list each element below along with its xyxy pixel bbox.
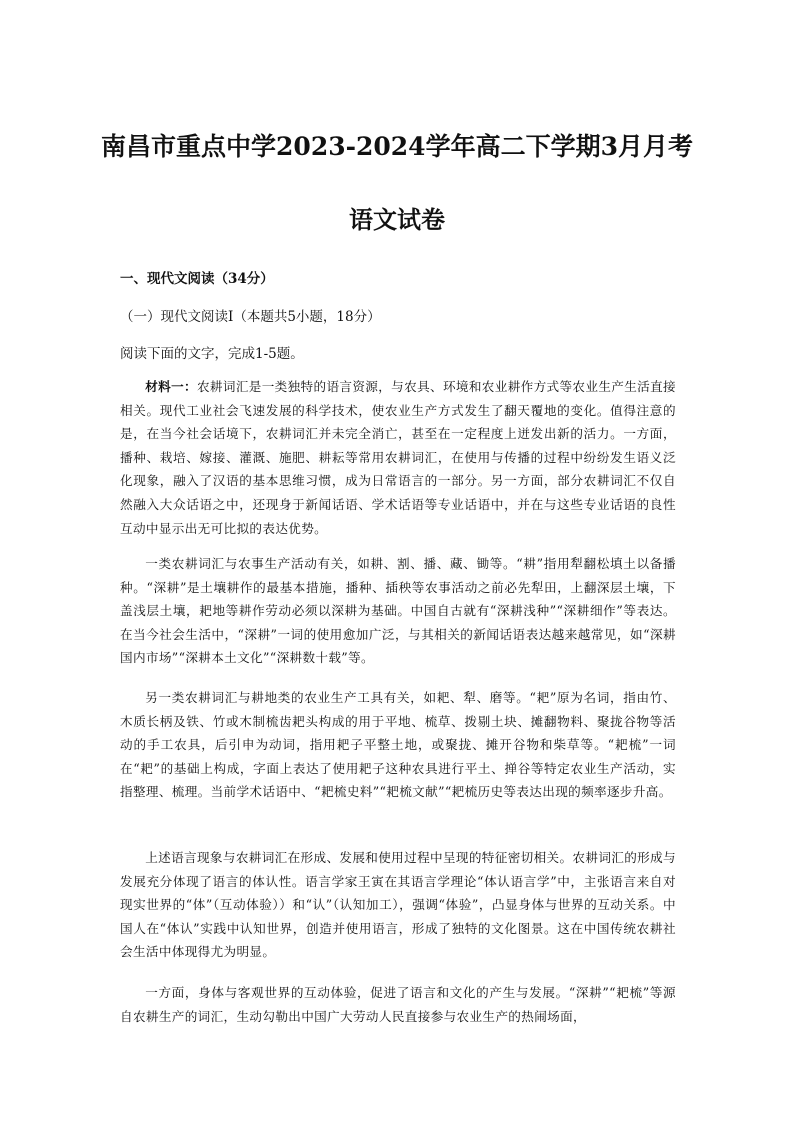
material-label: 材料一： <box>145 379 197 394</box>
passage-paragraph-4: 上述语言现象与农耕词汇在形成、发展和使用过程中呈现的特征密切相关。农耕词汇的形成与发展充分体现了语言的体认性。语言学家王寅在其语言学理论“体认语言学”中，主张语言来自对现实世界的“体”（互动体验））和“认”（认知加工），强调“体验”，凸显身体与世界的互动关系。中国人在“体认”实践中认知世界，创造并使用语言，形成了独特的文化图景。这在中国传统农耕社会生活中体现得尤为明显。 <box>120 850 676 960</box>
document-title: 南昌市重点中学2023-2024学年高二下学期3月月考 <box>101 132 693 161</box>
passage-paragraph-5: 一方面，身体与客观世界的互动体验，促进了语言和文化的产生与发展。“深耕”“耙梳”等源自农耕生产的词汇，生动勾勒出中国广大劳动人民直接参与农业生产的热闹场面， <box>120 985 676 1024</box>
paragraph-text: 农耕词汇是一类独特的语言资源，与农具、环境和农业耕作方式等农业生产生活直接相关。现代工业社会飞速发展的科学技术，使农业生产方式发生了翻天覆地的变化。值得注意的是，在当今社会话境下，农耕词汇并未完全消亡，甚至在一定程度上迸发出新的活力。一方面，播种、栽培、嫁接、灌溉、施肥、耕耘等常用农耕词汇，在使用与传播的过程中纷纷发生语义泛化现象，融入了汉语的基本思维习惯，成为日常语言的一部分。另一方面，部分农耕词汇不仅自然融入大众话语之中，还现身于新闻话语、学术话语等专业话语中，并在与这些专业话语的良性互动中显示出无可比拟的表达优势。 <box>120 379 677 536</box>
passage-paragraph-3: 另一类农耕词汇与耕地类的农业生产工具有关，如耙、犁、磨等。“耙”原为名词，指由竹、木质长柄及铁、竹或木制梳齿耙头构成的用于平地、梳草、拨剔土块、摊翻物料、聚拢谷物等活动的手工农具，后引申为动词，指用耙子平整土地，或聚拢、摊开谷物和柴草等。“耙梳”一词在“耙”的基础上构成，字面上表达了使用耙子这种农具进行平土、掸谷等特定农业生产活动，实指整理、梳理。当前学术话语中、“耙梳史料”“耙梳文献”“耙梳历史等表达出现的频率逐步升高。 <box>120 690 676 800</box>
document-subtitle: 语文试卷 <box>349 205 445 234</box>
passage-paragraph-1 <box>120 375 676 540</box>
section-heading: 一、现代文阅读（34分） <box>120 271 274 287</box>
passage-paragraph-2: 一类农耕词汇与农事生产活动有关，如耕、割、播、藏、锄等。“耕”指用犁翻松填土以备播种。“深耕”是土壤耕作的最基本措施，播种、插秧等农事活动之前必先犁田，上翻深层土壤，下盖浅层土壤，耙地等耕作劳动必须以深耕为基础。中国自古就有“深耕浅种”“深耕细作”等表达。在当今社会生活中，“深耕”一词的使用愈加广泛，与其相关的新闻话语表达越来越常见，如“深耕国内市场”“深耕本土文化”“深耕数十载”等。 <box>120 556 676 666</box>
subsection-heading: （一）现代文阅读I（本题共5小题，18分） <box>120 309 381 325</box>
reading-instruction: 阅读下面的文字，完成1-5题。 <box>120 346 304 362</box>
